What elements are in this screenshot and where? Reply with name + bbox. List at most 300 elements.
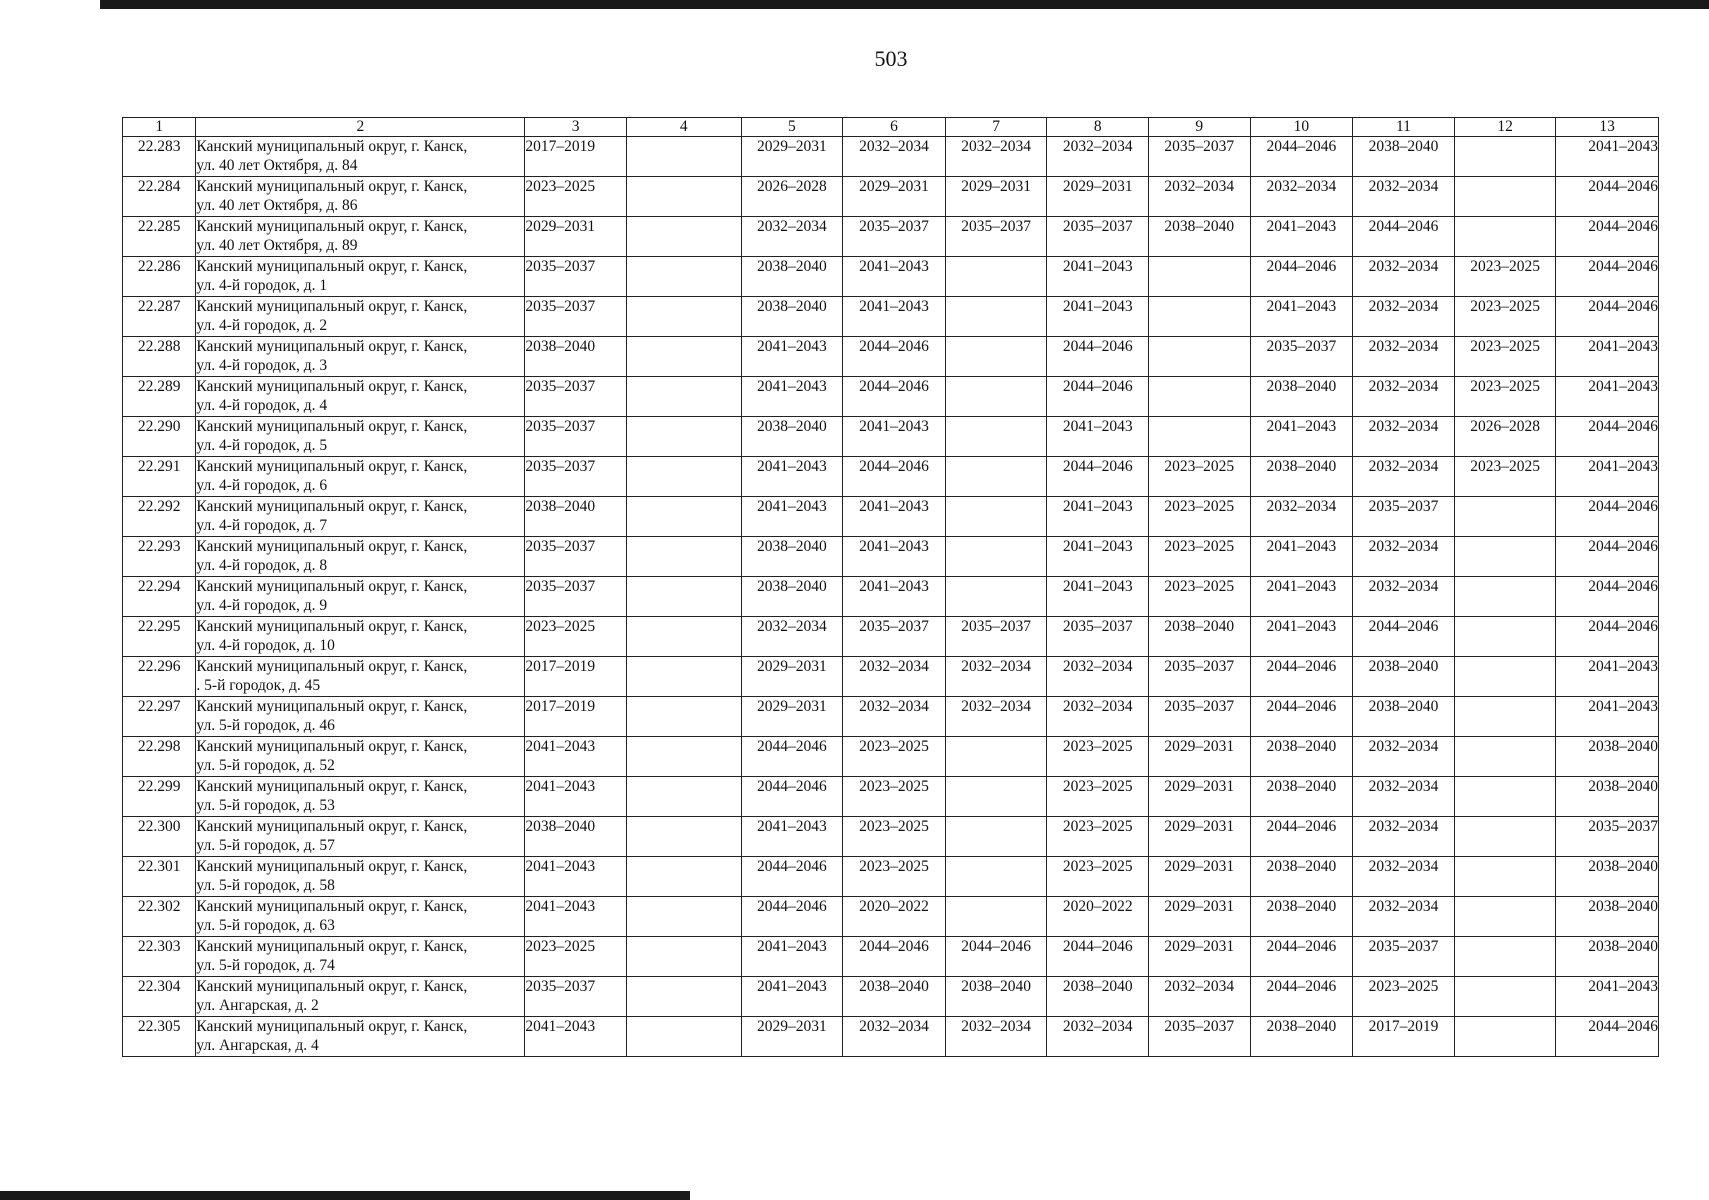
period-cell-col8: 2041–2043 bbox=[1047, 577, 1149, 617]
period-cell-col4 bbox=[626, 537, 741, 577]
period-cell-col9 bbox=[1148, 417, 1250, 457]
period-cell-col13: 2038–2040 bbox=[1556, 897, 1659, 937]
period-cell-col9: 2029–2031 bbox=[1148, 817, 1250, 857]
column-header-2: 2 bbox=[196, 118, 525, 137]
period-cell-col8: 2032–2034 bbox=[1047, 657, 1149, 697]
address-line-2: ул. 5-й городок, д. 52 bbox=[196, 757, 335, 774]
period-cell-col13: 2044–2046 bbox=[1556, 617, 1659, 657]
period-cell-col11: 2044–2046 bbox=[1353, 617, 1455, 657]
period-cell-col13: 2044–2046 bbox=[1556, 497, 1659, 537]
period-cell-col10: 2038–2040 bbox=[1250, 897, 1353, 937]
period-cell-col7: 2038–2040 bbox=[945, 977, 1047, 1017]
period-cell-col13: 2044–2046 bbox=[1556, 417, 1659, 457]
address-line-2: ул. 4-й городок, д. 1 bbox=[196, 277, 328, 294]
address-line-1: Канский муниципальный округ, г. Канск, bbox=[196, 778, 468, 795]
table-row bbox=[123, 297, 1659, 337]
address-cell bbox=[196, 257, 525, 297]
period-cell-col7 bbox=[945, 537, 1047, 577]
period-cell-col6: 2041–2043 bbox=[843, 537, 946, 577]
period-cell-col10: 2038–2040 bbox=[1250, 857, 1353, 897]
period-cell-col3: 2035–2037 bbox=[525, 377, 627, 417]
period-cell-col10: 2038–2040 bbox=[1250, 457, 1353, 497]
address-cell bbox=[196, 857, 525, 897]
period-cell-col5: 2026–2028 bbox=[741, 177, 843, 217]
column-header-9: 9 bbox=[1148, 118, 1250, 137]
period-cell-col11: 2032–2034 bbox=[1353, 777, 1455, 817]
period-cell-col5: 2038–2040 bbox=[741, 417, 843, 457]
table-row bbox=[123, 497, 1659, 537]
period-cell-col6: 2023–2025 bbox=[843, 817, 946, 857]
period-cell-col6: 2044–2046 bbox=[843, 377, 946, 417]
period-cell-col6: 2023–2025 bbox=[843, 777, 946, 817]
period-cell-col13: 2038–2040 bbox=[1556, 937, 1659, 977]
period-cell-col4 bbox=[626, 337, 741, 377]
address-line-2: . 5-й городок, д. 45 bbox=[196, 677, 321, 694]
row-number: 22.291 bbox=[123, 457, 196, 497]
period-cell-col9: 2032–2034 bbox=[1148, 177, 1250, 217]
table-row bbox=[123, 417, 1659, 457]
period-cell-col9: 2035–2037 bbox=[1148, 697, 1250, 737]
period-cell-col7 bbox=[945, 777, 1047, 817]
column-header-8: 8 bbox=[1047, 118, 1149, 137]
period-cell-col8: 2041–2043 bbox=[1047, 297, 1149, 337]
period-cell-col11: 2017–2019 bbox=[1353, 1017, 1455, 1057]
period-cell-col6: 2041–2043 bbox=[843, 257, 946, 297]
table-row bbox=[123, 537, 1659, 577]
row-number: 22.293 bbox=[123, 537, 196, 577]
period-cell-col8: 2023–2025 bbox=[1047, 777, 1149, 817]
address-line-1: Канский муниципальный округ, г. Канск, bbox=[196, 858, 468, 875]
row-number: 22.298 bbox=[123, 737, 196, 777]
scan-border-bottom bbox=[0, 1191, 690, 1200]
period-cell-col12: 2023–2025 bbox=[1454, 257, 1556, 297]
period-cell-col9 bbox=[1148, 257, 1250, 297]
address-cell bbox=[196, 497, 525, 537]
period-cell-col10: 2032–2034 bbox=[1250, 177, 1353, 217]
column-header-7: 7 bbox=[945, 118, 1047, 137]
period-cell-col4 bbox=[626, 177, 741, 217]
address-line-2: ул. Ангарская, д. 2 bbox=[196, 997, 319, 1014]
address-cell bbox=[196, 417, 525, 457]
period-cell-col12 bbox=[1454, 977, 1556, 1017]
address-line-1: Канский муниципальный округ, г. Канск, bbox=[196, 378, 468, 395]
column-header-4: 4 bbox=[626, 118, 741, 137]
period-cell-col12 bbox=[1454, 497, 1556, 537]
period-cell-col5: 2032–2034 bbox=[741, 617, 843, 657]
address-line-1: Канский муниципальный округ, г. Канск, bbox=[196, 1018, 468, 1035]
period-cell-col9: 2023–2025 bbox=[1148, 537, 1250, 577]
period-cell-col5: 2041–2043 bbox=[741, 457, 843, 497]
period-cell-col9: 2029–2031 bbox=[1148, 777, 1250, 817]
period-cell-col6: 2029–2031 bbox=[843, 177, 946, 217]
header-row bbox=[123, 118, 1659, 137]
period-cell-col4 bbox=[626, 977, 741, 1017]
period-cell-col13: 2041–2043 bbox=[1556, 977, 1659, 1017]
period-cell-col9: 2029–2031 bbox=[1148, 897, 1250, 937]
period-cell-col4 bbox=[626, 297, 741, 337]
period-cell-col8: 2041–2043 bbox=[1047, 257, 1149, 297]
column-header-10: 10 bbox=[1250, 118, 1353, 137]
period-cell-col10: 2041–2043 bbox=[1250, 617, 1353, 657]
period-cell-col7: 2032–2034 bbox=[945, 137, 1047, 177]
period-cell-col11: 2038–2040 bbox=[1353, 657, 1455, 697]
address-cell bbox=[196, 817, 525, 857]
period-cell-col7 bbox=[945, 817, 1047, 857]
period-cell-col12 bbox=[1454, 177, 1556, 217]
row-number: 22.288 bbox=[123, 337, 196, 377]
period-cell-col8: 2023–2025 bbox=[1047, 817, 1149, 857]
period-cell-col11: 2035–2037 bbox=[1353, 937, 1455, 977]
period-cell-col9 bbox=[1148, 297, 1250, 337]
period-cell-col4 bbox=[626, 937, 741, 977]
period-cell-col5: 2041–2043 bbox=[741, 937, 843, 977]
address-line-1: Канский муниципальный округ, г. Канск, bbox=[196, 298, 468, 315]
period-cell-col4 bbox=[626, 137, 741, 177]
address-cell bbox=[196, 297, 525, 337]
period-cell-col5: 2038–2040 bbox=[741, 537, 843, 577]
period-cell-col13: 2044–2046 bbox=[1556, 1017, 1659, 1057]
table-row bbox=[123, 977, 1659, 1017]
address-cell bbox=[196, 577, 525, 617]
period-cell-col12 bbox=[1454, 1017, 1556, 1057]
address-line-2: ул. 5-й городок, д. 53 bbox=[196, 797, 335, 814]
period-cell-col5: 2029–2031 bbox=[741, 1017, 843, 1057]
period-cell-col6: 2035–2037 bbox=[843, 217, 946, 257]
period-cell-col12 bbox=[1454, 817, 1556, 857]
address-cell bbox=[196, 1017, 525, 1057]
address-line-1: Канский муниципальный округ, г. Канск, bbox=[196, 178, 468, 195]
period-cell-col7 bbox=[945, 417, 1047, 457]
row-number: 22.284 bbox=[123, 177, 196, 217]
address-line-1: Канский муниципальный округ, г. Канск, bbox=[196, 218, 468, 235]
period-cell-col3: 2041–2043 bbox=[525, 897, 627, 937]
address-cell bbox=[196, 777, 525, 817]
registry-table bbox=[122, 117, 1659, 1057]
period-cell-col13: 2044–2046 bbox=[1556, 177, 1659, 217]
period-cell-col3: 2038–2040 bbox=[525, 337, 627, 377]
address-line-2: ул. 5-й городок, д. 63 bbox=[196, 917, 335, 934]
period-cell-col11: 2032–2034 bbox=[1353, 857, 1455, 897]
period-cell-col3: 2041–2043 bbox=[525, 857, 627, 897]
period-cell-col8: 2023–2025 bbox=[1047, 737, 1149, 777]
period-cell-col6: 2041–2043 bbox=[843, 417, 946, 457]
period-cell-col12: 2023–2025 bbox=[1454, 457, 1556, 497]
period-cell-col6: 2032–2034 bbox=[843, 137, 946, 177]
row-number: 22.294 bbox=[123, 577, 196, 617]
period-cell-col10: 2038–2040 bbox=[1250, 777, 1353, 817]
period-cell-col13: 2044–2046 bbox=[1556, 537, 1659, 577]
table-row bbox=[123, 1017, 1659, 1057]
period-cell-col3: 2035–2037 bbox=[525, 977, 627, 1017]
address-line-2: ул. 4-й городок, д. 7 bbox=[196, 517, 328, 534]
table-row bbox=[123, 137, 1659, 177]
table-body bbox=[123, 137, 1659, 1057]
address-cell bbox=[196, 337, 525, 377]
period-cell-col12 bbox=[1454, 617, 1556, 657]
period-cell-col8: 2029–2031 bbox=[1047, 177, 1149, 217]
row-number: 22.286 bbox=[123, 257, 196, 297]
period-cell-col13: 2041–2043 bbox=[1556, 337, 1659, 377]
period-cell-col5: 2029–2031 bbox=[741, 657, 843, 697]
period-cell-col11: 2032–2034 bbox=[1353, 817, 1455, 857]
address-line-1: Канский муниципальный округ, г. Канск, bbox=[196, 978, 468, 995]
period-cell-col5: 2044–2046 bbox=[741, 857, 843, 897]
period-cell-col4 bbox=[626, 497, 741, 537]
address-cell bbox=[196, 137, 525, 177]
period-cell-col3: 2035–2037 bbox=[525, 457, 627, 497]
period-cell-col3: 2035–2037 bbox=[525, 577, 627, 617]
period-cell-col11: 2032–2034 bbox=[1353, 537, 1455, 577]
period-cell-col3: 2023–2025 bbox=[525, 937, 627, 977]
period-cell-col7 bbox=[945, 857, 1047, 897]
address-line-2: ул. 4-й городок, д. 4 bbox=[196, 397, 328, 414]
period-cell-col6: 2041–2043 bbox=[843, 497, 946, 537]
period-cell-col11: 2044–2046 bbox=[1353, 217, 1455, 257]
row-number: 22.304 bbox=[123, 977, 196, 1017]
period-cell-col11: 2032–2034 bbox=[1353, 417, 1455, 457]
period-cell-col4 bbox=[626, 1017, 741, 1057]
row-number: 22.296 bbox=[123, 657, 196, 697]
period-cell-col7: 2029–2031 bbox=[945, 177, 1047, 217]
address-line-1: Канский муниципальный округ, г. Канск, bbox=[196, 138, 468, 155]
period-cell-col7: 2035–2037 bbox=[945, 217, 1047, 257]
period-cell-col12 bbox=[1454, 537, 1556, 577]
row-number: 22.305 bbox=[123, 1017, 196, 1057]
period-cell-col11: 2032–2034 bbox=[1353, 297, 1455, 337]
address-line-1: Канский муниципальный округ, г. Канск, bbox=[196, 898, 468, 915]
period-cell-col5: 2041–2043 bbox=[741, 977, 843, 1017]
address-line-2: ул. 4-й городок, д. 2 bbox=[196, 317, 328, 334]
period-cell-col5: 2041–2043 bbox=[741, 377, 843, 417]
period-cell-col7 bbox=[945, 497, 1047, 537]
period-cell-col13: 2044–2046 bbox=[1556, 577, 1659, 617]
address-line-2: ул. 40 лет Октября, д. 84 bbox=[196, 157, 358, 174]
period-cell-col7 bbox=[945, 257, 1047, 297]
period-cell-col4 bbox=[626, 737, 741, 777]
address-line-2: ул. 4-й городок, д. 8 bbox=[196, 557, 328, 574]
period-cell-col5: 2044–2046 bbox=[741, 777, 843, 817]
period-cell-col5: 2044–2046 bbox=[741, 737, 843, 777]
period-cell-col10: 2044–2046 bbox=[1250, 657, 1353, 697]
period-cell-col11: 2032–2034 bbox=[1353, 337, 1455, 377]
row-number: 22.287 bbox=[123, 297, 196, 337]
table-row bbox=[123, 817, 1659, 857]
period-cell-col3: 2038–2040 bbox=[525, 497, 627, 537]
period-cell-col7: 2035–2037 bbox=[945, 617, 1047, 657]
period-cell-col8: 2020–2022 bbox=[1047, 897, 1149, 937]
address-cell bbox=[196, 217, 525, 257]
address-line-1: Канский муниципальный округ, г. Канск, bbox=[196, 658, 468, 675]
column-header-3: 3 bbox=[525, 118, 627, 137]
period-cell-col3: 2023–2025 bbox=[525, 617, 627, 657]
period-cell-col9: 2029–2031 bbox=[1148, 857, 1250, 897]
period-cell-col12 bbox=[1454, 217, 1556, 257]
period-cell-col12 bbox=[1454, 937, 1556, 977]
row-number: 22.302 bbox=[123, 897, 196, 937]
period-cell-col10: 2038–2040 bbox=[1250, 1017, 1353, 1057]
period-cell-col10: 2041–2043 bbox=[1250, 297, 1353, 337]
address-line-1: Канский муниципальный округ, г. Канск, bbox=[196, 618, 468, 635]
period-cell-col12: 2026–2028 bbox=[1454, 417, 1556, 457]
period-cell-col7 bbox=[945, 457, 1047, 497]
scan-border-top bbox=[100, 0, 1709, 9]
period-cell-col8: 2038–2040 bbox=[1047, 977, 1149, 1017]
column-header-11: 11 bbox=[1353, 118, 1455, 137]
period-cell-col11: 2032–2034 bbox=[1353, 257, 1455, 297]
period-cell-col11: 2038–2040 bbox=[1353, 697, 1455, 737]
row-number: 22.290 bbox=[123, 417, 196, 457]
address-line-1: Канский муниципальный округ, г. Канск, bbox=[196, 818, 468, 835]
period-cell-col12 bbox=[1454, 697, 1556, 737]
period-cell-col13: 2041–2043 bbox=[1556, 137, 1659, 177]
period-cell-col13: 2041–2043 bbox=[1556, 697, 1659, 737]
period-cell-col6: 2023–2025 bbox=[843, 737, 946, 777]
period-cell-col7: 2032–2034 bbox=[945, 1017, 1047, 1057]
table-row bbox=[123, 577, 1659, 617]
period-cell-col9: 2023–2025 bbox=[1148, 497, 1250, 537]
period-cell-col9: 2038–2040 bbox=[1148, 217, 1250, 257]
period-cell-col10: 2038–2040 bbox=[1250, 737, 1353, 777]
period-cell-col7 bbox=[945, 577, 1047, 617]
period-cell-col4 bbox=[626, 897, 741, 937]
period-cell-col12 bbox=[1454, 777, 1556, 817]
period-cell-col3: 2041–2043 bbox=[525, 1017, 627, 1057]
column-header-12: 12 bbox=[1454, 118, 1556, 137]
period-cell-col10: 2041–2043 bbox=[1250, 217, 1353, 257]
period-cell-col5: 2029–2031 bbox=[741, 137, 843, 177]
table-row bbox=[123, 657, 1659, 697]
address-cell bbox=[196, 617, 525, 657]
period-cell-col8: 2023–2025 bbox=[1047, 857, 1149, 897]
address-line-2: ул. 5-й городок, д. 58 bbox=[196, 877, 335, 894]
period-cell-col12 bbox=[1454, 737, 1556, 777]
period-cell-col8: 2041–2043 bbox=[1047, 417, 1149, 457]
address-line-2: ул. 5-й городок, д. 74 bbox=[196, 957, 335, 974]
period-cell-col12 bbox=[1454, 137, 1556, 177]
address-line-1: Канский муниципальный округ, г. Канск, bbox=[196, 338, 468, 355]
table-row bbox=[123, 217, 1659, 257]
period-cell-col8: 2032–2034 bbox=[1047, 137, 1149, 177]
period-cell-col3: 2017–2019 bbox=[525, 137, 627, 177]
period-cell-col9 bbox=[1148, 377, 1250, 417]
address-line-1: Канский муниципальный округ, г. Канск, bbox=[196, 698, 468, 715]
period-cell-col11: 2032–2034 bbox=[1353, 577, 1455, 617]
period-cell-col12 bbox=[1454, 897, 1556, 937]
table-row bbox=[123, 897, 1659, 937]
address-line-2: ул. 4-й городок, д. 10 bbox=[196, 637, 335, 654]
period-cell-col9: 2023–2025 bbox=[1148, 457, 1250, 497]
table-row bbox=[123, 177, 1659, 217]
period-cell-col3: 2017–2019 bbox=[525, 657, 627, 697]
address-line-2: ул. 4-й городок, д. 9 bbox=[196, 597, 328, 614]
period-cell-col6: 2032–2034 bbox=[843, 697, 946, 737]
address-line-2: ул. Ангарская, д. 4 bbox=[196, 1037, 319, 1054]
period-cell-col7 bbox=[945, 737, 1047, 777]
row-number: 22.300 bbox=[123, 817, 196, 857]
period-cell-col9: 2035–2037 bbox=[1148, 657, 1250, 697]
column-header-1: 1 bbox=[123, 118, 196, 137]
period-cell-col10: 2044–2046 bbox=[1250, 937, 1353, 977]
period-cell-col4 bbox=[626, 377, 741, 417]
period-cell-col4 bbox=[626, 217, 741, 257]
period-cell-col8: 2041–2043 bbox=[1047, 497, 1149, 537]
row-number: 22.303 bbox=[123, 937, 196, 977]
period-cell-col12 bbox=[1454, 657, 1556, 697]
period-cell-col9: 2023–2025 bbox=[1148, 577, 1250, 617]
period-cell-col4 bbox=[626, 817, 741, 857]
period-cell-col5: 2041–2043 bbox=[741, 497, 843, 537]
period-cell-col4 bbox=[626, 857, 741, 897]
period-cell-col9 bbox=[1148, 337, 1250, 377]
address-cell bbox=[196, 177, 525, 217]
period-cell-col13: 2035–2037 bbox=[1556, 817, 1659, 857]
period-cell-col6: 2041–2043 bbox=[843, 577, 946, 617]
period-cell-col12: 2023–2025 bbox=[1454, 377, 1556, 417]
address-line-2: ул. 40 лет Октября, д. 86 bbox=[196, 197, 358, 214]
row-number: 22.297 bbox=[123, 697, 196, 737]
table-row bbox=[123, 937, 1659, 977]
period-cell-col6: 2035–2037 bbox=[843, 617, 946, 657]
period-cell-col10: 2038–2040 bbox=[1250, 377, 1353, 417]
period-cell-col5: 2029–2031 bbox=[741, 697, 843, 737]
address-line-1: Канский муниципальный округ, г. Канск, bbox=[196, 578, 468, 595]
period-cell-col5: 2041–2043 bbox=[741, 817, 843, 857]
period-cell-col8: 2035–2037 bbox=[1047, 617, 1149, 657]
period-cell-col7: 2044–2046 bbox=[945, 937, 1047, 977]
period-cell-col10: 2044–2046 bbox=[1250, 137, 1353, 177]
period-cell-col4 bbox=[626, 697, 741, 737]
period-cell-col12 bbox=[1454, 577, 1556, 617]
period-cell-col11: 2035–2037 bbox=[1353, 497, 1455, 537]
period-cell-col9: 2035–2037 bbox=[1148, 137, 1250, 177]
period-cell-col5: 2032–2034 bbox=[741, 217, 843, 257]
period-cell-col11: 2032–2034 bbox=[1353, 737, 1455, 777]
column-header-13: 13 bbox=[1556, 118, 1659, 137]
period-cell-col3: 2023–2025 bbox=[525, 177, 627, 217]
period-cell-col6: 2044–2046 bbox=[843, 937, 946, 977]
period-cell-col8: 2044–2046 bbox=[1047, 377, 1149, 417]
period-cell-col13: 2044–2046 bbox=[1556, 257, 1659, 297]
period-cell-col12: 2023–2025 bbox=[1454, 297, 1556, 337]
address-line-1: Канский муниципальный округ, г. Канск, bbox=[196, 538, 468, 555]
column-header-5: 5 bbox=[741, 118, 843, 137]
table-row bbox=[123, 617, 1659, 657]
period-cell-col8: 2044–2046 bbox=[1047, 457, 1149, 497]
period-cell-col7 bbox=[945, 377, 1047, 417]
table-row bbox=[123, 777, 1659, 817]
period-cell-col4 bbox=[626, 657, 741, 697]
row-number: 22.289 bbox=[123, 377, 196, 417]
period-cell-col4 bbox=[626, 577, 741, 617]
period-cell-col8: 2041–2043 bbox=[1047, 537, 1149, 577]
period-cell-col11: 2032–2034 bbox=[1353, 897, 1455, 937]
period-cell-col6: 2032–2034 bbox=[843, 657, 946, 697]
row-number: 22.285 bbox=[123, 217, 196, 257]
address-cell bbox=[196, 737, 525, 777]
period-cell-col10: 2044–2046 bbox=[1250, 977, 1353, 1017]
address-line-2: ул. 40 лет Октября, д. 89 bbox=[196, 237, 358, 254]
row-number: 22.295 bbox=[123, 617, 196, 657]
period-cell-col4 bbox=[626, 617, 741, 657]
period-cell-col6: 2032–2034 bbox=[843, 1017, 946, 1057]
period-cell-col5: 2038–2040 bbox=[741, 297, 843, 337]
address-line-1: Канский муниципальный округ, г. Канск, bbox=[196, 458, 468, 475]
address-line-2: ул. 5-й городок, д. 46 bbox=[196, 717, 335, 734]
period-cell-col11: 2032–2034 bbox=[1353, 457, 1455, 497]
address-cell bbox=[196, 537, 525, 577]
row-number: 22.299 bbox=[123, 777, 196, 817]
period-cell-col12 bbox=[1454, 857, 1556, 897]
